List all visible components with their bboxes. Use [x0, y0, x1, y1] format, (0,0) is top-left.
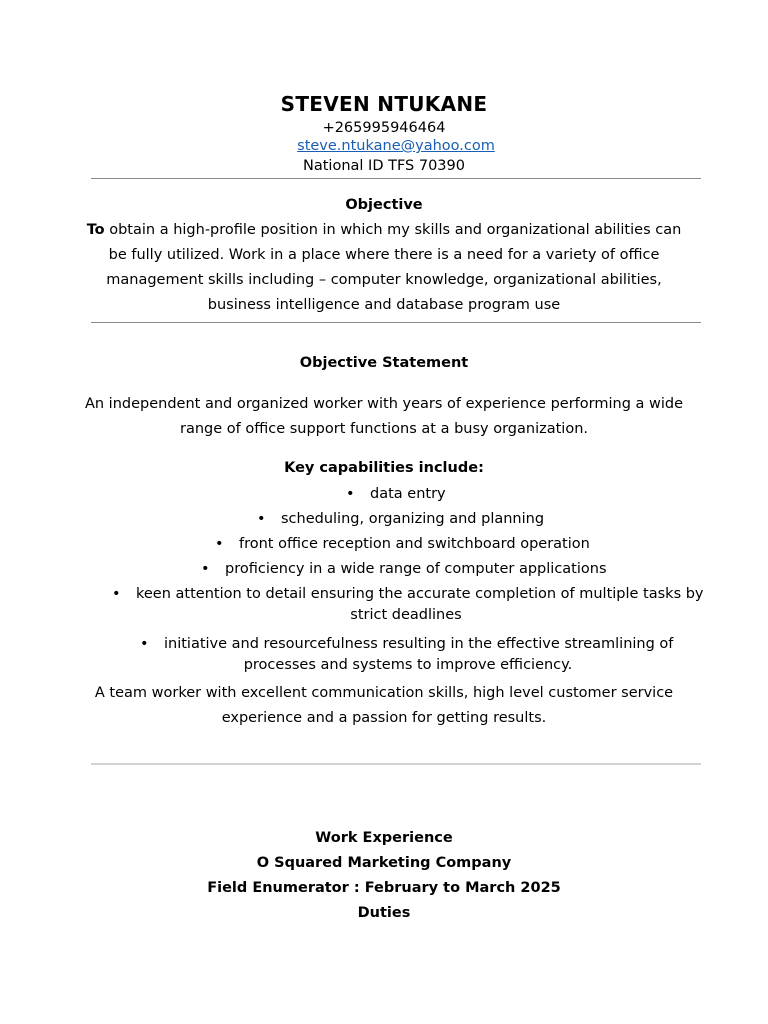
- bullet-icon: •: [201, 561, 210, 577]
- capability-text: keen attention to detail ensuring the accurate completion of multiple tasks by: [136, 586, 704, 602]
- objective-lead-word: To: [86, 222, 105, 238]
- closing-line: A team worker with excellent communication skills, high level customer service: [94, 685, 674, 701]
- capability-text: front office reception and switchboard operation: [239, 536, 590, 552]
- capability-continuation: strict deadlines: [350, 607, 462, 623]
- work-experience-heading: Work Experience: [315, 830, 453, 846]
- company-name: O Squared Marketing Company: [256, 855, 512, 871]
- candidate-name: STEVEN NTUKANE: [280, 92, 488, 116]
- divider: [91, 763, 701, 765]
- phone-number: +265995946464: [322, 120, 446, 136]
- job-role: Field Enumerator : February to March 2025: [207, 880, 561, 896]
- objective-statement-heading: Objective Statement: [299, 355, 469, 371]
- email-link[interactable]: [12, 138, 768, 154]
- capability-continuation: processes and systems to improve efficiency.: [243, 657, 573, 673]
- closing-line: experience and a passion for getting results.: [221, 710, 547, 726]
- capability-text: initiative and resourcefulness resulting in the effective streamlining of: [164, 636, 674, 652]
- objective-line-rest: obtain a high-profile position in which my skills and organizational abilities can: [104, 222, 682, 238]
- intro-line: An independent and organized worker with years of experience performing a wide: [84, 396, 684, 412]
- objective-heading: Objective: [345, 197, 423, 213]
- email-link-text[interactable]: steve.ntukane@yahoo.com: [297, 138, 495, 154]
- objective-statement-intro: [60, 392, 708, 442]
- capability-text: proficiency in a wide range of computer applications: [225, 561, 607, 577]
- capability-text: data entry: [370, 486, 446, 502]
- closing-statement: [70, 681, 698, 731]
- objective-line: [80, 218, 688, 243]
- bullet-icon: •: [346, 486, 355, 502]
- bullet-icon: •: [257, 511, 266, 527]
- intro-line: range of office support functions at a busy organization.: [179, 421, 588, 437]
- divider: [91, 322, 701, 323]
- objective-line: business intelligence and database program use: [207, 297, 561, 313]
- divider: [91, 178, 701, 179]
- bullet-icon: •: [215, 536, 224, 552]
- national-id: National ID TFS 70390: [303, 158, 465, 174]
- bullet-icon: •: [140, 636, 149, 652]
- bullet-icon: •: [112, 586, 121, 602]
- duties-heading: Duties: [357, 905, 411, 921]
- objective-line: management skills including – computer knowledge, organizational abilities,: [106, 272, 662, 288]
- objective-line: be fully utilized. Work in a place where there is a need for a variety of office: [108, 247, 660, 263]
- capability-text: scheduling, organizing and planning: [281, 511, 545, 527]
- objective-text: [80, 218, 688, 318]
- capabilities-heading: Key capabilities include:: [284, 460, 484, 476]
